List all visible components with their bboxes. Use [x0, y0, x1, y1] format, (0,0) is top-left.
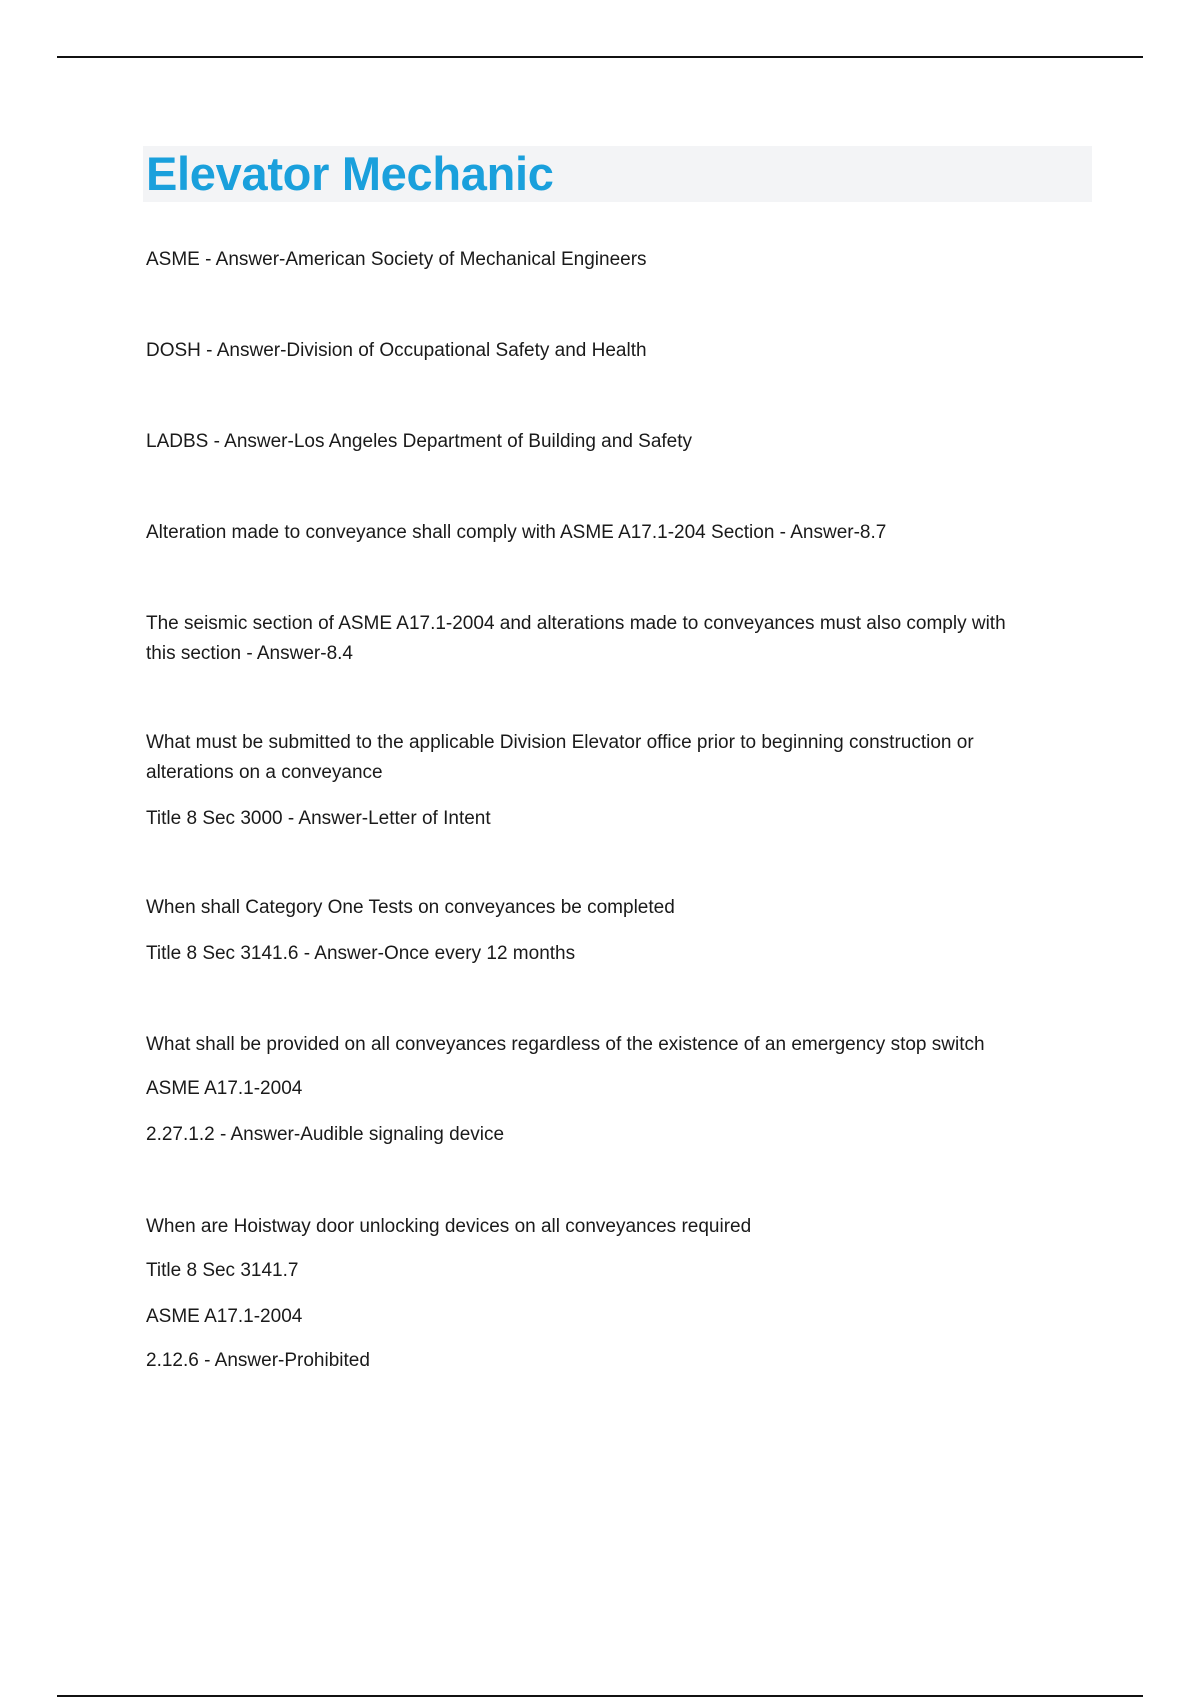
qa-line-category-one-answer: Title 8 Sec 3141.6 - Answer-Once every 12 months [146, 943, 576, 964]
qa-line-seismic-1: The seismic section of ASME A17.1-2004 and alterations made to conveyances must also comply with [146, 613, 1006, 634]
document-title: Elevator Mechanic [146, 147, 554, 200]
qa-line-hoistway-title: Title 8 Sec 3141.7 [146, 1260, 299, 1281]
qa-line-category-one: When shall Category One Tests on conveyances be completed [146, 897, 675, 918]
qa-line-submitted-2: alterations on a conveyance [146, 762, 383, 783]
qa-line-ladbs: LADBS - Answer-Los Angeles Department of Building and Safety [146, 431, 693, 452]
qa-line-submitted-answer: Title 8 Sec 3000 - Answer-Letter of Intent [146, 808, 491, 829]
qa-line-submitted-1: What must be submitted to the applicable Division Elevator office prior to beginning construction or [146, 732, 974, 753]
qa-line-signaling: What shall be provided on all conveyances regardless of the existence of an emergency stop switch [146, 1034, 985, 1055]
qa-line-hoistway-answer: 2.12.6 - Answer-Prohibited [146, 1350, 370, 1371]
qa-line-signaling-answer: 2.27.1.2 - Answer-Audible signaling device [146, 1124, 505, 1145]
qa-line-alteration: Alteration made to conveyance shall comply with ASME A17.1-204 Section - Answer-8.7 [146, 522, 887, 543]
qa-line-hoistway: When are Hoistway door unlocking devices on all conveyances required [146, 1216, 752, 1237]
bottom-rule [57, 1695, 1143, 1697]
qa-line-seismic-2: this section - Answer-8.4 [146, 643, 353, 664]
qa-line-dosh: DOSH - Answer-Division of Occupational Safety and Health [146, 340, 647, 361]
qa-line-asme: ASME - Answer-American Society of Mechanical Engineers [146, 249, 647, 270]
top-rule [57, 56, 1143, 58]
qa-line-hoistway-code: ASME A17.1-2004 [146, 1306, 303, 1327]
qa-line-signaling-code: ASME A17.1-2004 [146, 1078, 303, 1099]
